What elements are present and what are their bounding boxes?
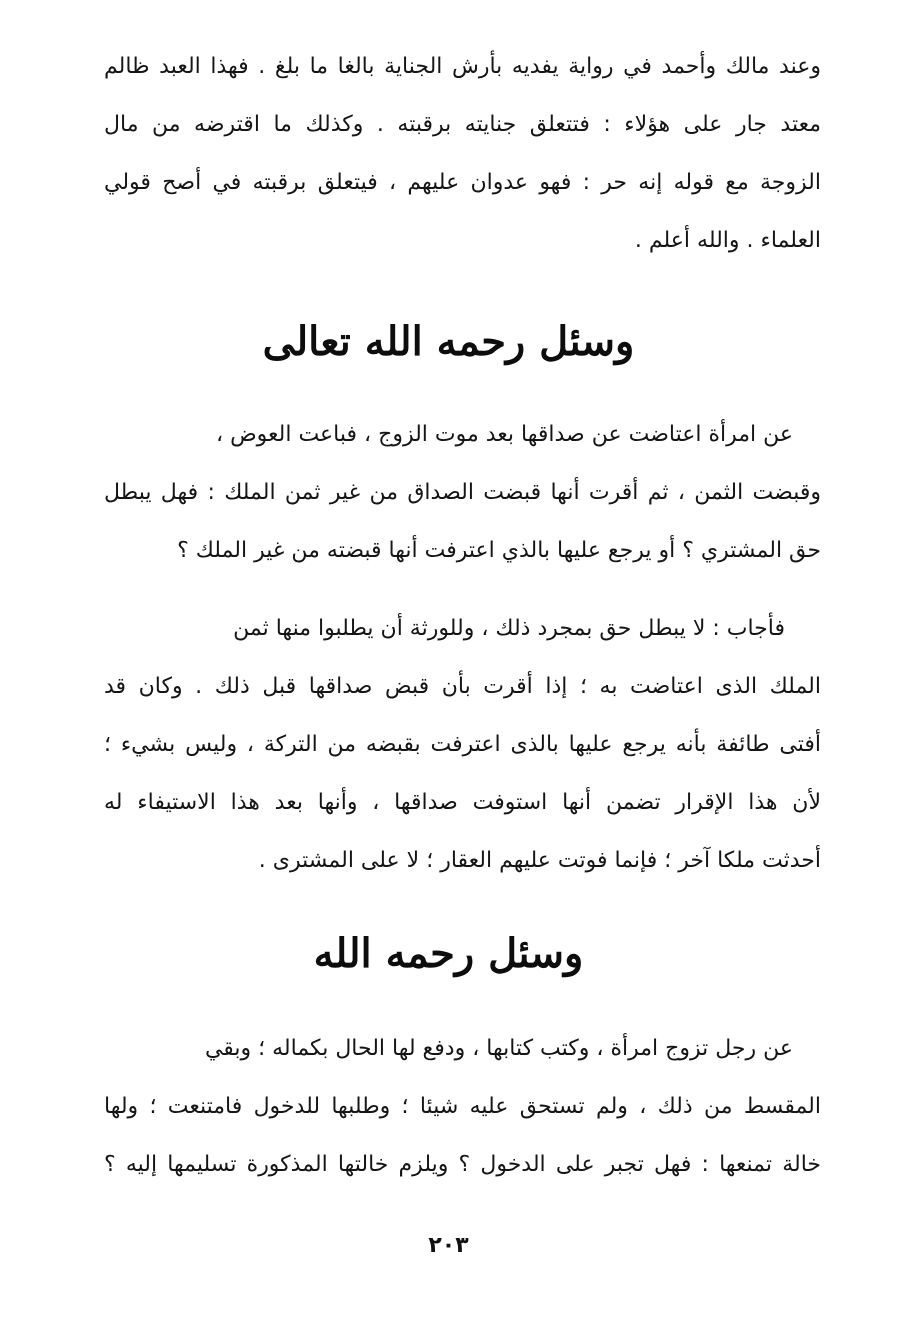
- paragraph-1-line-3: الزوجة مع قوله إنه حر : فهو عدوان عليهم ، فيتعلق برقبته في أصح قولي: [104, 170, 821, 195]
- paragraph-4-line-1: عن رجل تزوج امرأة ، وكتب كتابها ، ودفع لها الحال بكماله ؛ وبقي: [204, 1036, 793, 1061]
- paragraph-1-line-2: معتد جار على هؤلاء : فتتعلق جنايته برقبته . وكذلك ما اقترضه من مال: [104, 112, 821, 137]
- paragraph-4-line-3: خالة تمنعها : فهل تجبر على الدخول ؟ ويلزم خالتها المذكورة تسليمها إليه ؟: [104, 1152, 821, 1177]
- paragraph-2-line-2: وقبضت الثمن ، ثم أقرت أنها قبضت الصداق من غير ثمن الملك : فهل يبطل: [104, 480, 821, 505]
- section-heading-2: وسئل رحمه الله: [313, 930, 584, 977]
- paragraph-2-line-1: عن امرأة اعتاضت عن صداقها بعد موت الزوج ، فباعت العوض ،: [215, 422, 793, 447]
- paragraph-1-line-1: وعند مالك وأحمد في رواية يفديه بأرش الجناية بالغا ما بلغ . فهذا العبد ظالم: [104, 54, 821, 79]
- section-heading-1: وسئل رحمه الله تعالى: [262, 318, 635, 365]
- paragraph-3-line-2: الملك الذى اعتاضت به ؛ إذا أقرت بأن قبض صداقها قبل ذلك . وكان قد: [104, 674, 821, 699]
- paragraph-3-line-3: أفتى طائفة بأنه يرجع عليها بالذى اعترفت بقبضه من التركة ، وليس بشيء ؛: [104, 732, 821, 757]
- paragraph-3-line-1: فأجاب : لا يبطل حق بمجرد ذلك ، وللورثة أن يطلبوا منها ثمن: [233, 616, 785, 641]
- page-number: ٢٠٣: [428, 1233, 469, 1258]
- paragraph-1-line-4: العلماء . والله أعلم .: [634, 228, 821, 253]
- paragraph-3-line-5: أحدثت ملكا آخر ؛ فإنما فوتت عليهم العقار ؛ لا على المشترى .: [258, 848, 821, 873]
- paragraph-2-line-3: حق المشتري ؟ أو يرجع عليها بالذي اعترفت أنها قبضته من غير الملك ؟: [177, 538, 821, 563]
- paragraph-4-line-2: المقسط من ذلك ، ولم تستحق عليه شيئا ؛ وطلبها للدخول فامتنعت ؛ ولها: [104, 1094, 821, 1119]
- paragraph-3-line-4: لأن هذا الإقرار تضمن أنها استوفت صداقها ، وأنها بعد هذا الاستيفاء له: [104, 790, 821, 815]
